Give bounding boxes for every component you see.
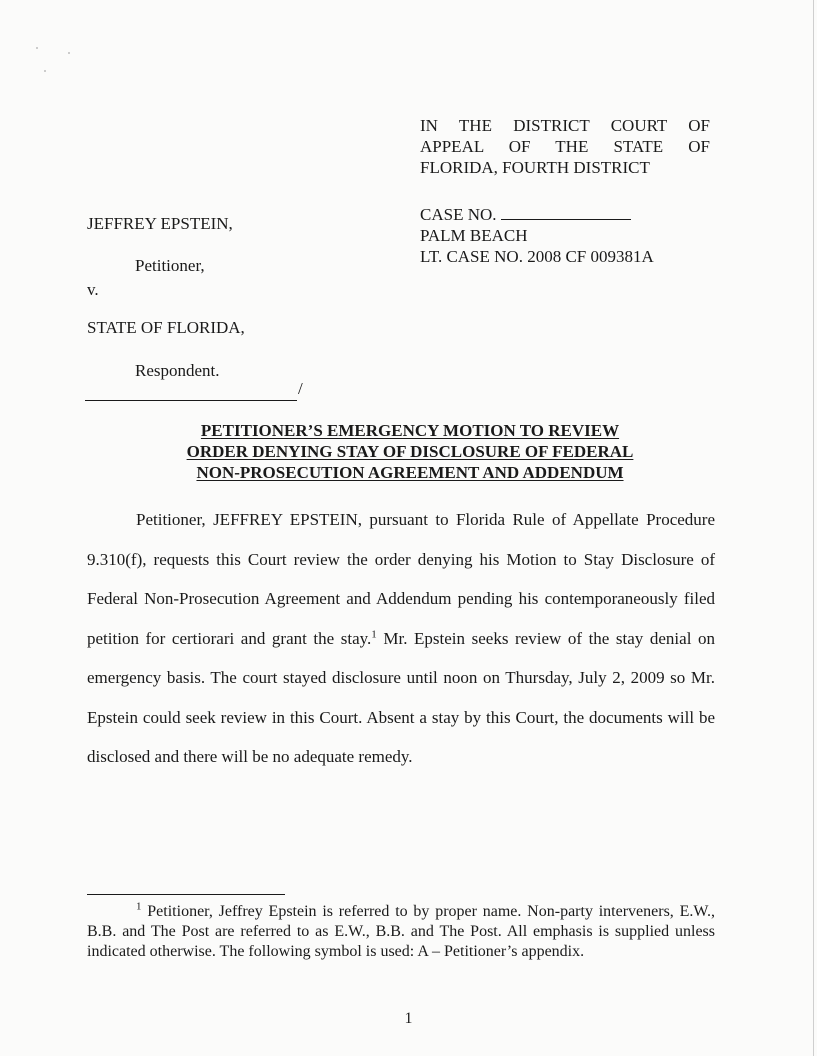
respondent-role: Respondent.	[135, 361, 220, 380]
respondent-name: STATE OF FLORIDA,	[87, 318, 245, 337]
motion-title-line: NON-PROSECUTION AGREEMENT AND ADDENDUM	[196, 463, 624, 482]
scan-edge-line	[813, 0, 814, 1056]
scan-speck	[44, 70, 46, 72]
case-number-row	[420, 204, 654, 225]
footnote-reference: 1	[371, 627, 377, 640]
scan-speck	[68, 52, 70, 54]
petitioner-role: Petitioner,	[135, 256, 205, 275]
case-number-blank	[501, 205, 631, 220]
caption-slash: /	[298, 379, 303, 398]
court-caption-line: IN THE DISTRICT COURT OF	[420, 116, 710, 135]
court-caption-line: APPEAL OF THE STATE OF	[420, 137, 710, 156]
caption-underline	[85, 400, 297, 401]
case-info	[420, 204, 654, 267]
body-text: Petitioner, JEFFREY EPSTEIN, pursuant to Florida Rule of Appellate Procedure 9.310(f), requests this Court review the order denying his Motion to Stay Disclosure of Federal Non-Prosecution Agreement and Addendum pending his contemporaneously filed petition for certiorari and grant the stay.	[87, 510, 715, 648]
page-number: 1	[404, 1010, 413, 1027]
lower-tribunal-case-number: LT. CASE NO. 2008 CF 009381A	[420, 247, 654, 266]
scan-speck	[36, 47, 38, 49]
footnote-marker: 1	[136, 900, 142, 913]
motion-title-line: PETITIONER’S EMERGENCY MOTION TO REVIEW	[200, 421, 620, 440]
court-caption	[420, 115, 710, 178]
footnote-separator	[87, 894, 285, 895]
motion-title	[100, 420, 720, 483]
footnote-text: Petitioner, Jeffrey Epstein is referred to by proper name. Non-party interveners, E.W., B.B. and The Post are referred to as E.W., B.B. and The Post. All emphasis is supplied unless indicated otherwise. The following symbol is used: A – Petitioner’s appendix.	[87, 903, 715, 960]
motion-body-paragraph	[87, 500, 715, 777]
petitioner-name: JEFFREY EPSTEIN,	[87, 214, 233, 233]
motion-title-line: ORDER DENYING STAY OF DISCLOSURE OF FEDERAL	[186, 442, 634, 461]
footnote	[87, 902, 715, 962]
case-number-label: CASE NO.	[420, 205, 497, 224]
court-caption-line: FLORIDA, FOURTH DISTRICT	[420, 158, 650, 177]
county: PALM BEACH	[420, 226, 528, 245]
body-text: Mr. Epstein seeks review of the stay denial on emergency basis. The court stayed disclosure until noon on Thursday, July 2, 2009 so Mr. Epstein could seek review in this Court. Absent a stay by this Court, the documents will be disclosed and there will be no adequate remedy.	[87, 628, 715, 766]
versus: v.	[87, 280, 99, 299]
